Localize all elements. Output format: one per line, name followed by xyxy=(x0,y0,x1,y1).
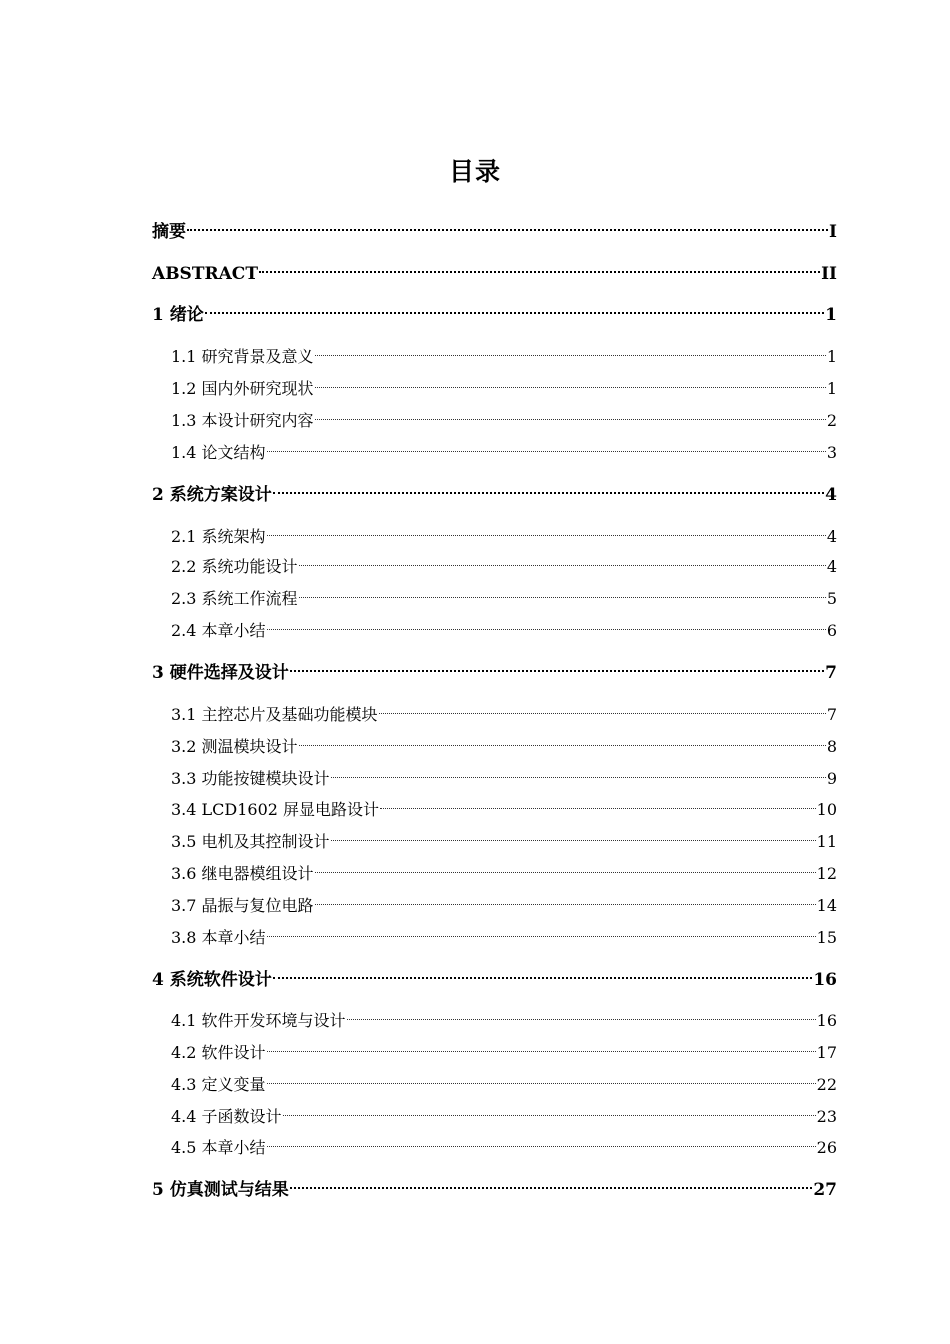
toc-entry-label: 4.2 软件设计 xyxy=(171,1043,266,1062)
toc-entry[interactable] xyxy=(152,476,837,505)
toc-entry-page-number: 1 xyxy=(826,379,837,398)
toc-entry-label: 3.4 LCD1602 屏显电路设计 xyxy=(171,800,380,819)
toc-entry-label: 4.3 定义变量 xyxy=(171,1075,266,1094)
dot-leader xyxy=(299,728,826,752)
toc-entry[interactable] xyxy=(152,1171,837,1200)
dot-leader xyxy=(347,1002,816,1026)
dot-leader xyxy=(267,434,826,458)
toc-entry[interactable] xyxy=(171,1098,837,1126)
toc-entry[interactable] xyxy=(152,654,837,683)
toc-entry[interactable] xyxy=(171,728,837,756)
dot-leader xyxy=(267,1034,816,1058)
toc-entry-page-number: 4 xyxy=(826,527,837,546)
toc-entry-page-number: 8 xyxy=(826,737,837,756)
toc-entry-label: 2.1 系统架构 xyxy=(171,527,266,546)
toc-entry-page-number: 27 xyxy=(813,1180,837,1200)
dot-leader xyxy=(299,580,826,604)
toc-entry-page-number: 12 xyxy=(816,864,837,883)
toc-entry-label: 2 系统方案设计 xyxy=(152,485,272,505)
toc-entry-label: 5 仿真测试与结果 xyxy=(152,1180,289,1200)
toc-entry-page-number: II xyxy=(821,264,837,284)
dot-leader xyxy=(267,518,826,542)
toc-entry[interactable] xyxy=(152,255,837,284)
toc-entry-label: 4.4 子函数设计 xyxy=(171,1107,282,1126)
dot-leader xyxy=(315,887,816,911)
toc-entry-label: 2.4 本章小结 xyxy=(171,621,266,640)
toc-entry-label: ABSTRACT xyxy=(152,264,258,284)
dot-leader xyxy=(315,402,826,426)
toc-entry-page-number: 9 xyxy=(826,769,837,788)
toc-entry-page-number: 1 xyxy=(825,305,837,325)
toc-entry-page-number: 7 xyxy=(825,663,837,683)
toc-entry[interactable] xyxy=(171,696,837,724)
toc-entry-label: 1.4 论文结构 xyxy=(171,443,266,462)
toc-entry-page-number: 22 xyxy=(816,1075,837,1094)
toc-entry-page-number: 5 xyxy=(826,589,837,608)
toc-entry-page-number: 2 xyxy=(826,411,837,430)
toc-entry-label: 3.6 继电器模组设计 xyxy=(171,864,314,883)
toc-entry-label: 2.3 系统工作流程 xyxy=(171,589,298,608)
toc-entry-page-number: I xyxy=(829,222,837,242)
toc-entry-page-number: 1 xyxy=(826,347,837,366)
toc-entry-page-number: 23 xyxy=(816,1107,837,1126)
toc-entry-label: 1.3 本设计研究内容 xyxy=(171,411,314,430)
dot-leader xyxy=(267,919,816,943)
dot-leader xyxy=(267,612,826,636)
toc-entry-page-number: 17 xyxy=(816,1043,837,1062)
toc-entry-label: 摘要 xyxy=(152,222,186,242)
dot-leader xyxy=(267,1129,816,1153)
dot-leader xyxy=(283,1098,816,1122)
toc-entry[interactable] xyxy=(171,338,837,366)
dot-leader xyxy=(331,760,826,784)
toc-entry-page-number: 3 xyxy=(826,443,837,462)
toc-entry-label: 1.2 国内外研究现状 xyxy=(171,379,314,398)
toc-entry[interactable] xyxy=(171,1066,837,1094)
toc-entry-label: 3.2 测温模块设计 xyxy=(171,737,298,756)
toc-entry[interactable] xyxy=(152,961,837,990)
dot-leader xyxy=(299,548,826,572)
dot-leader xyxy=(380,791,816,815)
toc-entry-page-number: 7 xyxy=(826,705,837,724)
dot-leader xyxy=(379,696,826,720)
toc-entry-label: 4.5 本章小结 xyxy=(171,1138,266,1157)
toc-entry-label: 2.2 系统功能设计 xyxy=(171,557,298,576)
toc-entry[interactable] xyxy=(171,1002,837,1030)
toc-entry-page-number: 16 xyxy=(813,970,837,990)
toc-entry[interactable] xyxy=(171,434,837,462)
toc-entry-label: 1 绪论 xyxy=(152,305,204,325)
dot-leader xyxy=(331,823,816,847)
toc-entry-label: 3.3 功能按键模块设计 xyxy=(171,769,330,788)
toc-entry-page-number: 6 xyxy=(826,621,837,640)
dot-leader xyxy=(187,213,828,237)
toc-entry-label: 1.1 研究背景及意义 xyxy=(171,347,314,366)
toc-entry[interactable] xyxy=(171,791,837,819)
toc-entry[interactable] xyxy=(171,370,837,398)
toc-entry-label: 4 系统软件设计 xyxy=(152,970,272,990)
toc-entry[interactable] xyxy=(171,1129,837,1157)
page-title: 目录 xyxy=(448,157,501,186)
toc-entry[interactable] xyxy=(171,548,837,576)
toc-entry[interactable] xyxy=(171,823,837,851)
toc-entry[interactable] xyxy=(171,887,837,915)
toc-entry-label: 3.7 晶振与复位电路 xyxy=(171,896,314,915)
dot-leader xyxy=(315,855,816,879)
toc-entry-page-number: 4 xyxy=(825,485,837,505)
dot-leader xyxy=(259,255,820,279)
toc-entry-page-number: 15 xyxy=(816,928,837,947)
dot-leader xyxy=(273,961,813,985)
toc-entry-label: 3 硬件选择及设计 xyxy=(152,663,289,683)
dot-leader xyxy=(290,654,824,678)
toc-entry-page-number: 26 xyxy=(816,1138,837,1157)
toc-entry[interactable] xyxy=(171,1034,837,1062)
toc-entry[interactable] xyxy=(171,855,837,883)
dot-leader xyxy=(267,1066,816,1090)
dot-leader xyxy=(290,1171,813,1195)
dot-leader xyxy=(315,370,826,394)
toc-entry-page-number: 10 xyxy=(816,800,837,819)
toc-entry-page-number: 4 xyxy=(826,557,837,576)
toc-entry[interactable] xyxy=(171,760,837,788)
dot-leader xyxy=(273,476,824,500)
toc-entry[interactable] xyxy=(171,580,837,608)
toc-entry[interactable] xyxy=(152,213,837,242)
toc-entry[interactable] xyxy=(171,612,837,640)
toc-entry-page-number: 14 xyxy=(816,896,837,915)
dot-leader xyxy=(205,296,824,320)
toc-entry-label: 3.1 主控芯片及基础功能模块 xyxy=(171,705,378,724)
toc-entry-page-number: 16 xyxy=(816,1011,837,1030)
toc-entry[interactable] xyxy=(152,296,837,325)
toc-entry-page-number: 11 xyxy=(816,832,837,851)
toc-entry[interactable] xyxy=(171,919,837,947)
toc-entry-label: 3.5 电机及其控制设计 xyxy=(171,832,330,851)
toc-entry-label: 4.1 软件开发环境与设计 xyxy=(171,1011,346,1030)
dot-leader xyxy=(315,338,826,362)
toc-entry-label: 3.8 本章小结 xyxy=(171,928,266,947)
toc-entry[interactable] xyxy=(171,518,837,546)
toc-entry[interactable] xyxy=(171,402,837,430)
